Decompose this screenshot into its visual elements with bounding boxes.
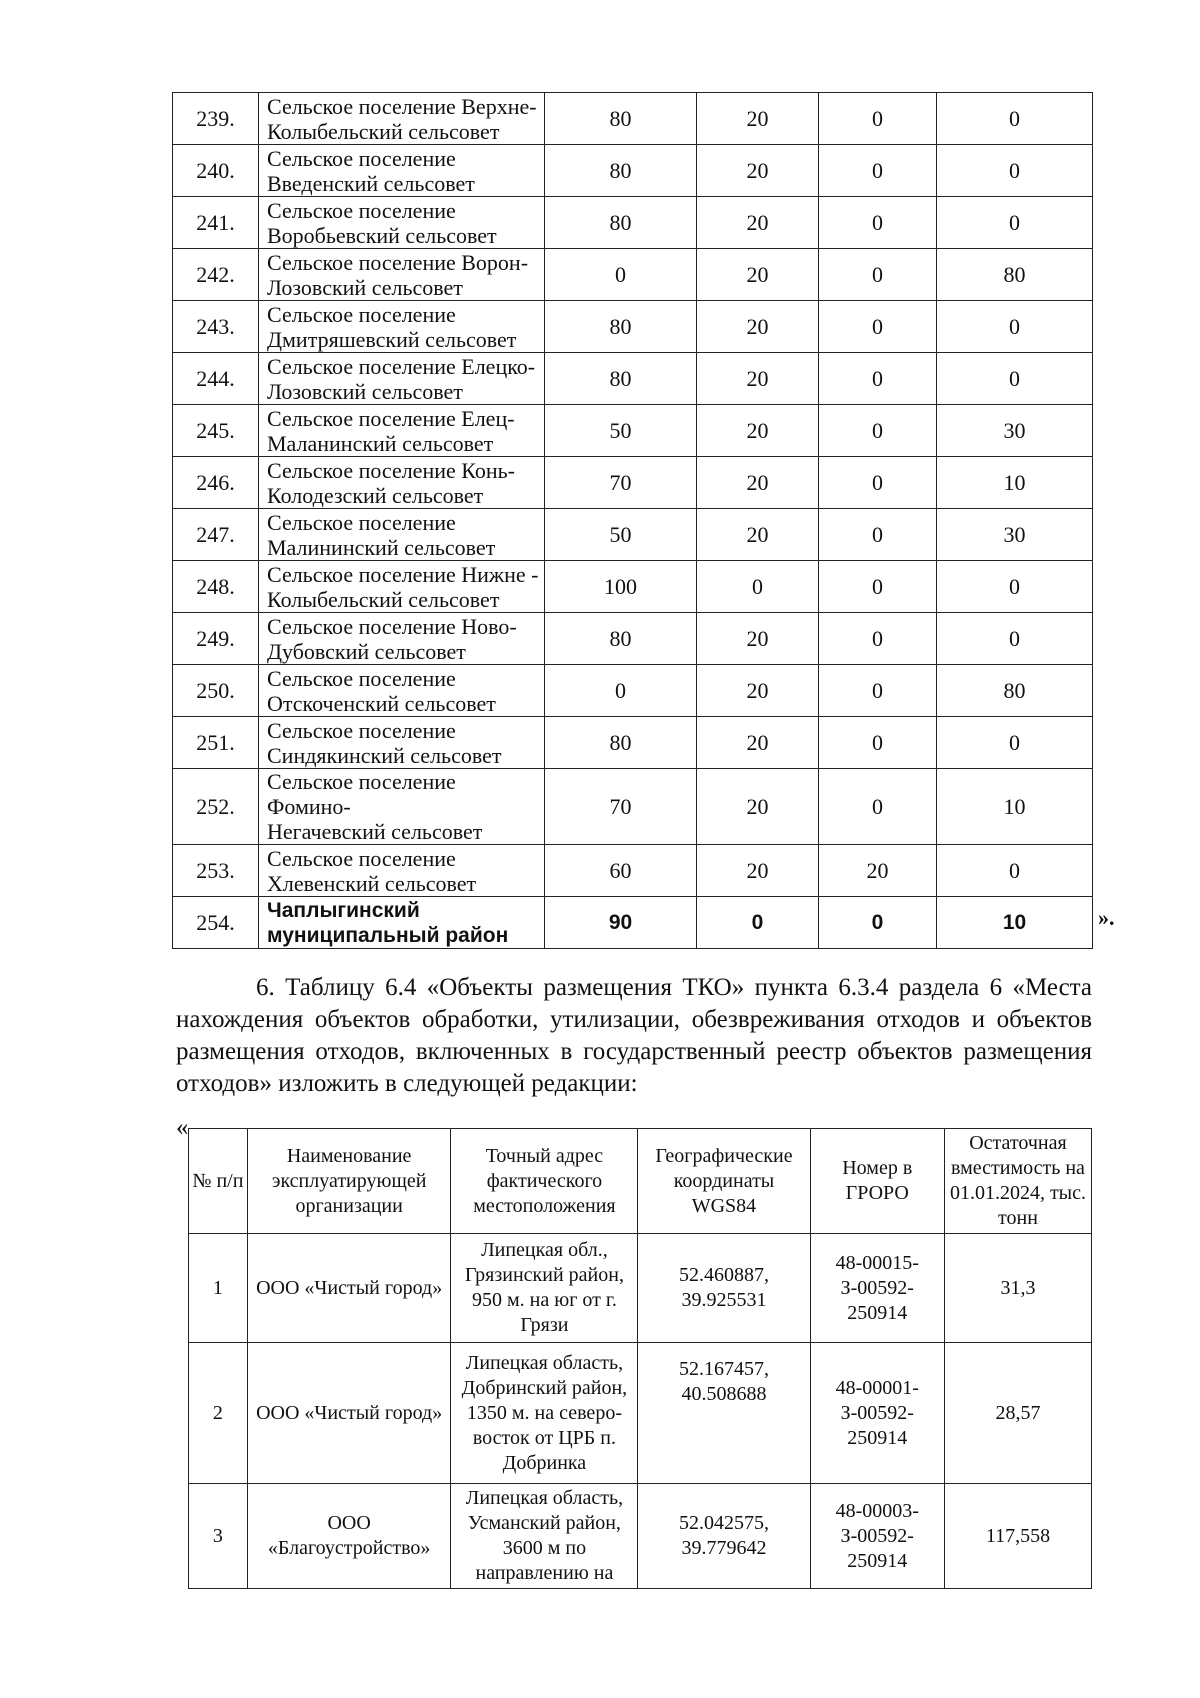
value-col-1: 100	[545, 561, 697, 613]
opening-quote-mark: «	[176, 1114, 189, 1141]
header-address: Точный адрес фактического местоположения	[451, 1129, 638, 1234]
value-col-4: 10	[937, 769, 1093, 845]
value-col-4: 30	[937, 509, 1093, 561]
row-coordinates: 52.460887, 39.925531	[638, 1234, 810, 1343]
settlement-name-line: Сельское поселение Елец-	[267, 405, 515, 431]
value-col-3: 0	[819, 613, 937, 665]
settlement-name-line: Дмитряшевский сельсовет	[267, 326, 517, 352]
value-col-1: 90	[545, 897, 697, 949]
row-number: 248.	[173, 561, 259, 613]
table-row	[173, 93, 1093, 145]
value-col-4: 10	[937, 897, 1093, 949]
settlement-name-line: Лозовский сельсовет	[267, 274, 463, 300]
settlement-name-line: Сельское поселение	[267, 197, 456, 223]
settlement-name	[259, 665, 545, 717]
settlement-name	[259, 845, 545, 897]
value-col-3: 0	[819, 717, 937, 769]
value-col-2: 20	[697, 197, 819, 249]
table-row	[173, 561, 1093, 613]
value-col-1: 80	[545, 717, 697, 769]
settlement-name	[259, 353, 545, 405]
row-number: 247.	[173, 509, 259, 561]
table-row	[173, 353, 1093, 405]
value-col-4: 0	[937, 353, 1093, 405]
row-number: 252.	[173, 769, 259, 845]
settlement-name	[259, 769, 545, 845]
row-groro: 48-00015-З-00592-250914	[810, 1234, 944, 1343]
value-col-1: 50	[545, 509, 697, 561]
settlement-name-line: Колыбельский сельсовет	[267, 118, 500, 144]
value-col-1: 0	[545, 665, 697, 717]
row-capacity: 31,3	[944, 1234, 1091, 1343]
value-col-1: 80	[545, 145, 697, 197]
value-col-4: 0	[937, 301, 1093, 353]
settlement-name	[259, 897, 545, 949]
value-col-2: 0	[697, 897, 819, 949]
settlement-name	[259, 405, 545, 457]
settlement-name-line: Колыбельский сельсовет	[267, 586, 500, 612]
settlement-name-line: Сельское поселение Ново-	[267, 613, 517, 639]
value-col-4: 0	[937, 717, 1093, 769]
table-row	[173, 665, 1093, 717]
value-col-1: 80	[545, 301, 697, 353]
row-organization: ООО «Чистый город»	[247, 1234, 451, 1343]
table-row	[173, 769, 1093, 845]
value-col-1: 70	[545, 769, 697, 845]
row-number: 239.	[173, 93, 259, 145]
row-number: 251.	[173, 717, 259, 769]
settlement-name	[259, 613, 545, 665]
settlement-name-line: Сельское поселение Елецко-	[267, 353, 536, 379]
amendment-paragraph	[176, 972, 1092, 1100]
table-row	[173, 845, 1093, 897]
value-col-3: 0	[819, 301, 937, 353]
settlement-name	[259, 717, 545, 769]
settlements-table	[172, 92, 1093, 949]
value-col-4: 10	[937, 457, 1093, 509]
value-col-4: 80	[937, 249, 1093, 301]
value-col-3: 0	[819, 665, 937, 717]
settlement-name-line: Сельское поселение Конь-	[267, 457, 515, 483]
settlement-name-line: Сельское поселение	[267, 845, 456, 871]
settlement-name-line: Негачевский сельсовет	[267, 819, 483, 844]
value-col-1: 80	[545, 613, 697, 665]
settlement-name-line: Синдякинский сельсовет	[267, 742, 502, 768]
value-col-4: 30	[937, 405, 1093, 457]
table-row	[173, 249, 1093, 301]
row-coordinates: 52.042575, 39.779642	[638, 1484, 810, 1589]
table-row	[173, 717, 1093, 769]
table-row	[173, 613, 1093, 665]
header-coordinates: Географические координаты WGS84	[638, 1129, 810, 1234]
value-col-1: 80	[545, 353, 697, 405]
value-col-4: 0	[937, 93, 1093, 145]
value-col-2: 20	[697, 769, 819, 845]
value-col-2: 20	[697, 845, 819, 897]
value-col-3: 0	[819, 457, 937, 509]
settlement-name	[259, 301, 545, 353]
settlement-name	[259, 197, 545, 249]
value-col-4: 0	[937, 613, 1093, 665]
header-row	[189, 1129, 1092, 1234]
settlement-name-line: Дубовский сельсовет	[267, 638, 466, 664]
row-number: 245.	[173, 405, 259, 457]
settlement-name	[259, 145, 545, 197]
row-number: 2	[189, 1343, 248, 1484]
settlement-name-line: Сельское поселение Верхне-	[267, 93, 537, 119]
value-col-2: 0	[697, 561, 819, 613]
value-col-1: 50	[545, 405, 697, 457]
value-col-2: 20	[697, 405, 819, 457]
row-organization: ООО «Благоустройство»	[247, 1484, 451, 1589]
value-col-3: 0	[819, 897, 937, 949]
closing-quote-mark: ».	[1098, 905, 1115, 930]
value-col-2: 20	[697, 93, 819, 145]
value-col-2: 20	[697, 353, 819, 405]
settlement-name-line: Хлевенский сельсовет	[267, 870, 477, 896]
table-row	[173, 897, 1093, 949]
value-col-3: 0	[819, 145, 937, 197]
table-row	[173, 197, 1093, 249]
row-number: 244.	[173, 353, 259, 405]
settlement-name-line: Сельское поселение	[267, 717, 456, 743]
row-number: 254.	[173, 897, 259, 949]
value-col-2: 20	[697, 717, 819, 769]
settlement-name-line: муниципальный район	[267, 923, 509, 947]
settlement-name-line: Сельское поселение Фомино-	[267, 769, 456, 819]
table-row	[189, 1234, 1092, 1343]
settlement-name-line: Сельское поселение Ворон-	[267, 249, 529, 275]
value-col-2: 20	[697, 301, 819, 353]
value-col-3: 0	[819, 249, 937, 301]
table-row	[173, 509, 1093, 561]
value-col-3: 0	[819, 509, 937, 561]
row-capacity: 117,558	[944, 1484, 1091, 1589]
settlement-name	[259, 561, 545, 613]
row-number: 246.	[173, 457, 259, 509]
row-number: 249.	[173, 613, 259, 665]
header-capacity: Остаточная вместимость на 01.01.2024, тыс. тонн	[944, 1129, 1091, 1234]
value-col-4: 0	[937, 145, 1093, 197]
row-groro: 48-00001-З-00592-250914	[810, 1343, 944, 1484]
row-number: 1	[189, 1234, 248, 1343]
value-col-4: 0	[937, 561, 1093, 613]
row-organization: ООО «Чистый город»	[247, 1343, 451, 1484]
row-coordinates: 52.167457, 40.508688	[638, 1343, 810, 1484]
settlement-name	[259, 457, 545, 509]
value-col-4: 0	[937, 197, 1093, 249]
table-row	[189, 1484, 1092, 1589]
row-capacity: 28,57	[944, 1343, 1091, 1484]
settlement-name	[259, 93, 545, 145]
value-col-3: 0	[819, 405, 937, 457]
settlement-name-line: Сельское поселение	[267, 665, 456, 691]
row-number: 253.	[173, 845, 259, 897]
settlement-name	[259, 249, 545, 301]
value-col-3: 20	[819, 845, 937, 897]
value-col-1: 80	[545, 197, 697, 249]
value-col-1: 70	[545, 457, 697, 509]
settlement-name-line: Колодезский сельсовет	[267, 482, 484, 508]
value-col-2: 20	[697, 665, 819, 717]
row-number: 242.	[173, 249, 259, 301]
value-col-2: 20	[697, 145, 819, 197]
value-col-2: 20	[697, 249, 819, 301]
settlement-name-line: Лозовский сельсовет	[267, 378, 463, 404]
row-number: 240.	[173, 145, 259, 197]
row-address: Липецкая обл., Грязинский район, 950 м. на юг от г. Грязи	[451, 1234, 638, 1343]
value-col-2: 20	[697, 509, 819, 561]
value-col-2: 20	[697, 457, 819, 509]
value-col-1: 0	[545, 249, 697, 301]
settlement-name-line: Воробьевский сельсовет	[267, 222, 497, 248]
table-row	[173, 405, 1093, 457]
header-organization: Наименование эксплуатирующей организации	[247, 1129, 451, 1234]
settlement-name-line: Чаплыгинский	[267, 898, 420, 922]
row-address: Липецкая область, Усманский район, 3600 м по направлению на	[451, 1484, 638, 1589]
value-col-4: 80	[937, 665, 1093, 717]
value-col-3: 0	[819, 353, 937, 405]
settlement-name-line: Сельское поселение Нижне -	[267, 561, 539, 587]
table-row	[173, 457, 1093, 509]
settlement-name-line: Отскоченский сельсовет	[267, 690, 496, 716]
row-number: 250.	[173, 665, 259, 717]
header-number: № п/п	[189, 1129, 248, 1234]
value-col-1: 80	[545, 93, 697, 145]
value-col-3: 0	[819, 197, 937, 249]
row-number: 3	[189, 1484, 248, 1589]
value-col-3: 0	[819, 561, 937, 613]
settlement-name-line: Малининский сельсовет	[267, 534, 496, 560]
row-number: 241.	[173, 197, 259, 249]
table-row	[189, 1343, 1092, 1484]
value-col-1: 60	[545, 845, 697, 897]
paragraph-text: 6. Таблицу 6.4 «Объекты размещения ТКО» пункта 6.3.4 раздела 6 «Места нахождения объектов обработки, утилизации, обезвреживания отходов и объектов размещения отходов, включенных в государственный реестр объектов размещения отходов» изложить в следующей редакции:	[176, 974, 1092, 1097]
settlement-name-line: Сельское поселение	[267, 509, 456, 535]
row-address: Липецкая область, Добринский район, 1350 м. на северо-восток от ЦРБ п. Добринка	[451, 1343, 638, 1484]
value-col-4: 0	[937, 845, 1093, 897]
settlement-name-line: Сельское поселение	[267, 301, 456, 327]
settlement-name-line: Введенский сельсовет	[267, 170, 475, 196]
settlement-name	[259, 509, 545, 561]
header-groro: Номер в ГРОРО	[810, 1129, 944, 1234]
table-row	[173, 145, 1093, 197]
value-col-2: 20	[697, 613, 819, 665]
settlement-name-line: Маланинский сельсовет	[267, 430, 494, 456]
value-col-3: 0	[819, 769, 937, 845]
row-groro: 48-00003-З-00592-250914	[810, 1484, 944, 1589]
value-col-3: 0	[819, 93, 937, 145]
table-row	[173, 301, 1093, 353]
waste-facilities-table	[188, 1128, 1092, 1589]
settlement-name-line: Сельское поселение	[267, 145, 456, 171]
row-number: 243.	[173, 301, 259, 353]
